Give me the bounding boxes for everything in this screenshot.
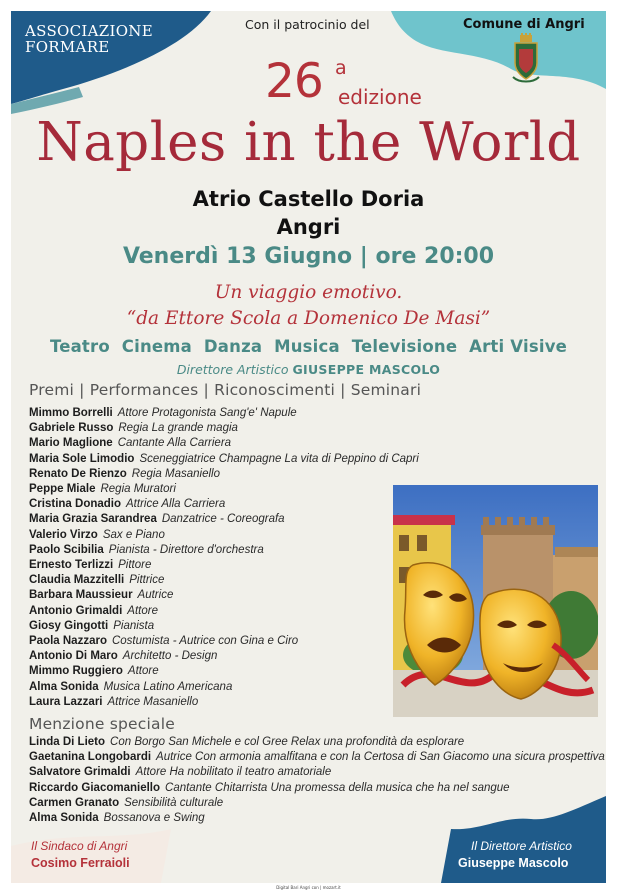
winner-role: Architetto - Design	[122, 650, 218, 663]
winner-role: Attore Protagonista Sang'e' Napule	[117, 407, 297, 419]
winner-role: Pianista - Direttore d'orchestra	[108, 543, 264, 556]
winner-name: Mimmo Borrelli	[29, 407, 113, 419]
winner-row	[29, 649, 217, 663]
edition-number: 26	[265, 54, 323, 109]
mention-name: Carmen Granato	[29, 796, 120, 809]
winner-row	[29, 588, 173, 602]
mention-name: Linda Di Lieto	[29, 736, 106, 748]
poster	[11, 11, 606, 883]
director-signature-name: Giuseppe Mascolo	[458, 856, 569, 870]
mention-row	[29, 796, 223, 810]
winner-row	[29, 482, 176, 496]
venue: Atrio Castello Doria	[192, 187, 425, 211]
winner-name: Giosy Gingotti	[29, 619, 109, 632]
mention-role: Sensibilità culturale	[124, 796, 224, 809]
winner-row	[29, 406, 297, 420]
winner-role: Pianista	[113, 619, 155, 632]
winner-row	[29, 619, 154, 633]
director-signature-label: Il Direttore Artistico	[471, 839, 572, 853]
categories: Premi | Performances | Riconoscimenti | Seminari	[29, 381, 422, 399]
mention-row	[29, 811, 205, 825]
subtitle-line-1: Un viaggio emotivo.	[214, 282, 403, 303]
winner-name: Maria Grazia Sarandrea	[29, 513, 157, 526]
patronage-text: Con il patrocinio del	[245, 17, 370, 32]
winner-role: Danzatrice - Coreografa	[161, 513, 285, 526]
mention-name: Riccardo Giacomaniello	[29, 781, 161, 794]
mention-role: Cantante Chitarrista Una promessa della musica che ha nel sangue	[165, 781, 510, 794]
winner-name: Gabriele Russo	[29, 422, 114, 435]
disciplines: Teatro Cinema Danza Musica Televisione Arti Visive	[49, 337, 568, 356]
winner-name: Cristina Donadio	[29, 498, 122, 511]
winner-name: Maria Sole Limodio	[29, 452, 135, 465]
winner-role: Musica Latino Americana	[103, 680, 233, 693]
mention-row	[29, 750, 605, 764]
mention-role: Autrice Con armonia amalfitana e con la Certosa di San Giacomo una sicura prospettiva	[156, 751, 605, 764]
artistic-director-name: GIUSEPPE MASCOLO	[292, 362, 441, 377]
municipality-name: Comune di Angri	[463, 17, 585, 32]
winner-name: Antonio Grimaldi	[29, 604, 123, 617]
winner-row	[29, 467, 220, 481]
winner-name: Valerio Virzo	[29, 528, 98, 541]
special-mention-title: Menzione speciale	[29, 715, 175, 733]
winner-role: Attrice Masaniello	[107, 695, 199, 708]
edition-word: edizione	[338, 85, 422, 109]
winner-role: Pittrice	[129, 574, 165, 587]
mention-row	[29, 781, 510, 795]
winner-name: Alma Sonida	[29, 680, 99, 693]
mention-name: Alma Sonida	[29, 812, 99, 824]
winner-role: Sax e Piano	[102, 528, 165, 541]
theatre-masks-castle-image	[393, 485, 598, 717]
winner-role: Costumista - Autrice con Gina e Ciro	[111, 635, 299, 647]
winner-name: Claudia Mazzitelli	[29, 574, 125, 587]
winner-row	[29, 664, 159, 678]
winner-row	[29, 512, 285, 526]
winner-row	[29, 528, 165, 542]
winner-role: Attrice Alla Carriera	[126, 498, 226, 511]
event-title: Naples in the World	[36, 112, 581, 173]
winner-role: Autrice	[137, 589, 174, 602]
winner-name: Paola Nazzaro	[29, 635, 107, 647]
event-datetime: Venerdì 13 Giugno | ore 20:00	[122, 244, 495, 269]
winner-name: Ernesto Terlizzi	[29, 559, 114, 571]
winner-row	[29, 421, 238, 435]
winner-row	[29, 436, 231, 450]
artistic-director	[11, 362, 606, 377]
mention-role: Attore Ha nobilitato il teatro amatoriale	[135, 766, 332, 779]
winner-name: Mario Maglione	[29, 437, 113, 450]
winner-row	[29, 573, 164, 587]
print-credit: Digital Bari Angri con | mozart.it	[276, 885, 341, 890]
mention-name: Salvatore Grimaldi	[29, 766, 131, 779]
winner-name: Renato De Rienzo	[29, 467, 127, 480]
mayor-label: Il Sindaco di Angri	[31, 839, 128, 853]
winner-row	[29, 543, 264, 557]
winner-name: Barbara Maussieur	[29, 589, 133, 602]
city: Angri	[276, 215, 341, 239]
winner-role: Regia Masaniello	[131, 467, 220, 480]
winner-row	[29, 558, 151, 572]
winner-name: Antonio Di Maro	[29, 650, 118, 663]
winner-role: Sceneggiatrice Champagne La vita di Peppino di Capri	[139, 452, 419, 465]
winner-role: Cantante Alla Carriera	[117, 437, 232, 450]
winner-row	[29, 452, 419, 466]
mention-row	[29, 735, 464, 749]
subtitle-line-2: “da Ettore Scola a Domenico De Masi”	[126, 308, 491, 329]
association-name: ASSOCIAZIONE FORMARE	[25, 22, 153, 56]
winner-role: Regia La grande magia	[118, 422, 238, 435]
mayor-name: Cosimo Ferraioli	[31, 856, 130, 870]
winner-row	[29, 497, 225, 511]
winner-row	[29, 680, 232, 694]
edition-ordinal: a	[335, 57, 347, 79]
artistic-director-label: Direttore Artistico	[176, 362, 289, 377]
winner-name: Peppe Miale	[29, 483, 96, 495]
mention-name: Gaetanina Longobardi	[29, 751, 152, 764]
mention-role: Bossanova e Swing	[103, 812, 205, 824]
winner-name: Laura Lazzari	[29, 695, 103, 708]
winner-role: Regia Muratori	[100, 483, 176, 495]
mention-role: Con Borgo San Michele e col Gree Relax una profondità da esplorare	[110, 736, 465, 748]
winner-row	[29, 604, 158, 618]
winner-role: Attore	[127, 665, 159, 678]
winner-name: Paolo Scibilia	[29, 543, 104, 556]
winner-row	[29, 695, 198, 709]
winner-role: Attore	[127, 604, 158, 617]
mention-row	[29, 765, 331, 779]
winner-row	[29, 634, 298, 648]
winner-role: Pittore	[118, 559, 152, 571]
winner-name: Mimmo Ruggiero	[29, 665, 123, 678]
coat-of-arms-icon	[511, 33, 541, 85]
